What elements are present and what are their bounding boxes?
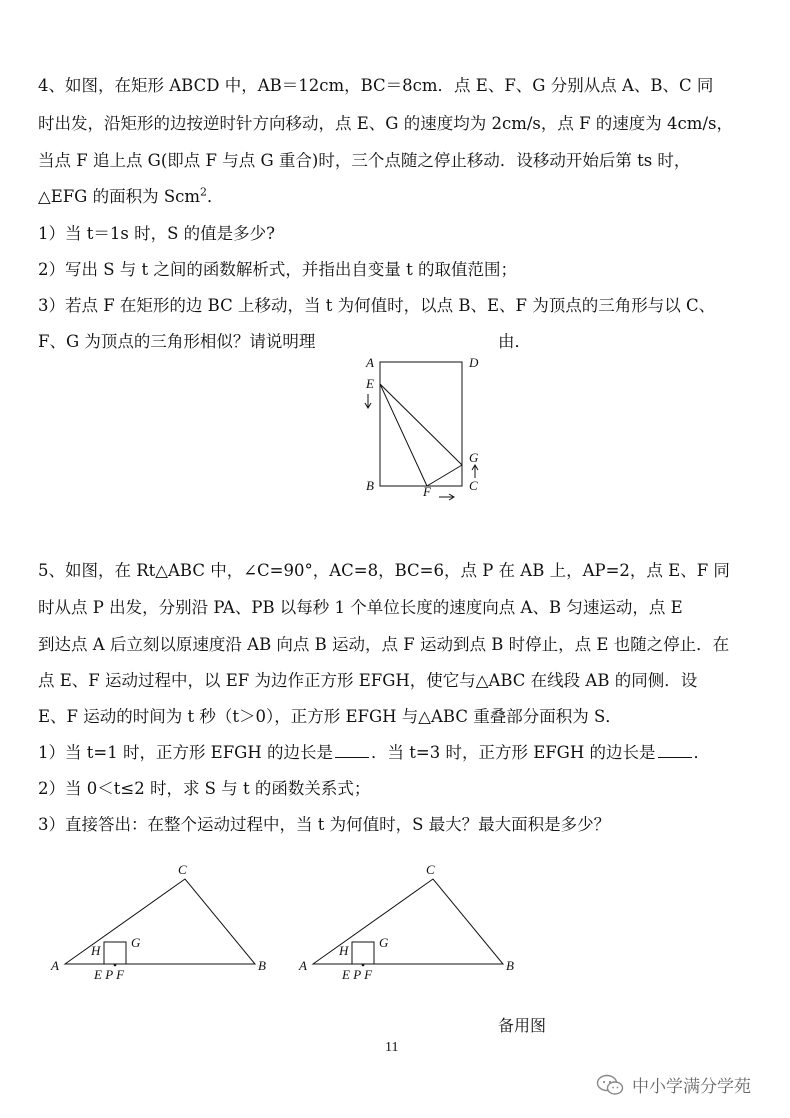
answer-blank-1 [335, 756, 369, 758]
seg-fg [427, 465, 462, 486]
seg-ef [380, 384, 427, 486]
q4-rectangle-figure [355, 350, 495, 510]
q5-triangle-figure [45, 855, 275, 985]
seg-eg [380, 384, 462, 465]
label-g: G [379, 935, 389, 950]
q4-sub-3: 3）若点 F 在矩形的边 BC 上移动，当 t 为何值时，以点 B、E、F 为顶点的三角形与以 C、 [38, 296, 716, 315]
arrow-up-icon [472, 465, 478, 478]
q5-line-4: 点 E、F 运动过程中，以 EF 为边作正方形 EFGH，使它与△ABC 在线段 AB 的同侧．设 [38, 671, 698, 690]
arrow-down-icon [365, 394, 371, 408]
q4-line-4-text: △EFG 的面积为 Scm [38, 187, 201, 206]
watermark-text: 中小学满分学苑 [632, 1077, 751, 1097]
q4-line-4-end: ． [207, 187, 224, 206]
label-b: B [506, 958, 514, 973]
label-c: C [178, 862, 187, 877]
q5-sub-1-a: 1）当 t=1 时，正方形 EFGH 的边长是 [38, 743, 333, 762]
q4-sub-1: 1）当 t＝1s 时，S 的值是多少? [38, 224, 275, 243]
watermark [596, 1072, 751, 1097]
label-a: A [51, 958, 59, 973]
label-epf: E P F [342, 967, 373, 982]
square-efgh [104, 942, 126, 964]
label-h: H [91, 943, 101, 958]
q5-sub-1-b: ．当 t=3 时，正方形 EFGH 的边长是 [371, 743, 656, 762]
label-b: B [258, 958, 266, 973]
q4-line-3: 当点 F 追上点 G(即点 F 与点 G 重合)时，三个点随之停止移动．设移动开始后第 ts 时， [38, 151, 691, 170]
q5-line-2: 时从点 P 出发，分别沿 PA、PB 以每秒 1 个单位长度的速度向点 A、B 匀速运动，点 E [38, 598, 683, 617]
q5-line-3: 到达点 A 后立刻以原速度沿 AB 向点 B 运动，点 F 运动到点 B 时停止，点 E 也随之停止．在 [38, 635, 730, 654]
label-a: A [366, 355, 374, 370]
answer-blank-2 [658, 756, 692, 758]
q4-sub-2: 2）写出 S 与 t 之间的函数解析式，并指出自变量 t 的取值范围； [38, 260, 518, 279]
label-e: E [366, 376, 374, 391]
q5-line-1: 5、如图，在 Rt△ABC 中，∠C=90°，AC=8，BC=6，点 P 在 AB 上，AP=2，点 E、F 同 [38, 561, 730, 580]
q4-line-1: 4、如图，在矩形 ABCD 中，AB＝12cm，BC＝8cm．点 E、F、G 分别从点 A、B、C 同 [38, 76, 714, 95]
label-b: B [366, 478, 374, 493]
q4-line-4 [38, 183, 224, 207]
q5-line-5: E、F 运动的时间为 t 秒（t＞0），正方形 EFGH 与△ABC 重叠部分面积为 S． [38, 707, 622, 726]
label-d: D [469, 355, 479, 370]
q4-sub-3-cont-a: F、G 为顶点的三角形相似？请说明理 [38, 332, 316, 351]
label-f: F [423, 484, 431, 499]
label-a: A [299, 958, 307, 973]
label-g: G [131, 935, 141, 950]
q4-sub-3-cont-b: 由． [498, 332, 531, 351]
wechat-icon [596, 1074, 624, 1096]
q5-spare-figure [293, 855, 523, 985]
label-c: C [426, 862, 435, 877]
q5-sub-1-c: ． [693, 743, 710, 762]
q4-sub-3-cont [38, 328, 758, 352]
q5-sub-1 [38, 739, 710, 763]
square-efgh [352, 942, 374, 964]
point-p [114, 964, 117, 967]
q5-sub-3: 3）直接答出：在整个运动过程中，当 t 为何值时，S 最大？最大面积是多少？ [38, 815, 611, 834]
label-c: C [469, 478, 478, 493]
label-epf: E P F [94, 967, 125, 982]
label-h: H [339, 943, 349, 958]
q4-line-2: 时出发，沿矩形的边按逆时针方向移动，点 E、G 的速度均为 2cm/s，点 F 的速度为 4cm/s， [38, 114, 733, 133]
arrow-right-icon [439, 494, 454, 500]
q5-sub-2: 2）当 0＜t≤2 时，求 S 与 t 的函数关系式； [38, 779, 371, 798]
point-p [362, 964, 365, 967]
page-number: 11 [385, 1040, 399, 1055]
q4-superscript: 2 [200, 185, 208, 199]
label-g: G [469, 450, 479, 465]
spare-figure-caption: 备用图 [498, 1016, 547, 1035]
